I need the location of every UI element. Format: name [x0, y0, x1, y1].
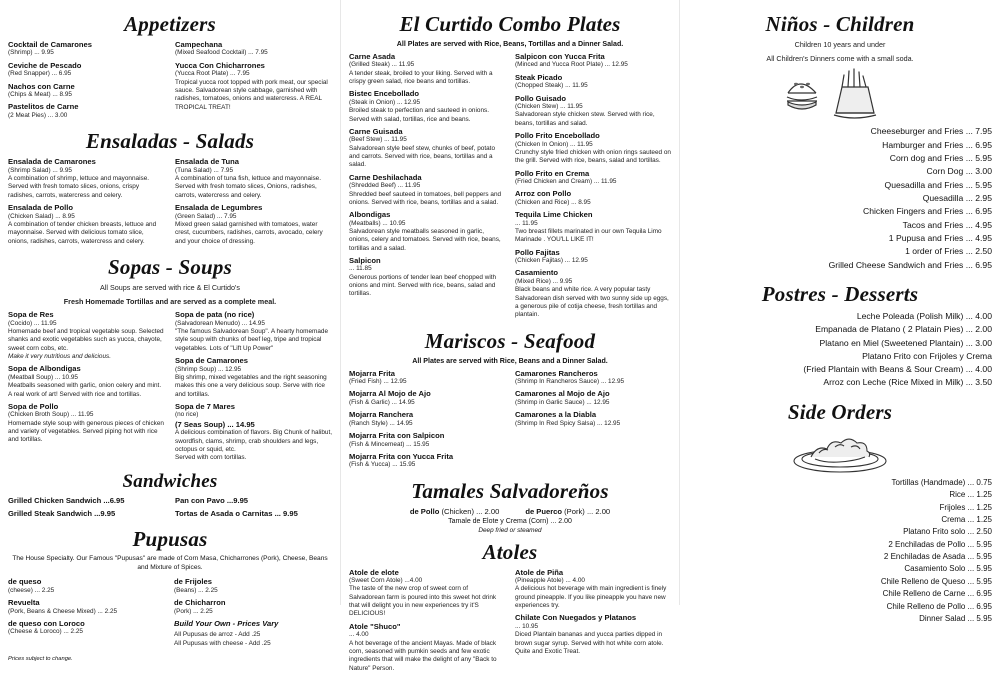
soups-columns: [8, 310, 332, 465]
children-item: Grilled Cheese Sandwich and Fries ... 6.95: [828, 259, 992, 270]
side-item: 2 Enchiladas de Asada ... 5.95: [883, 552, 992, 562]
menu-item: Sopa de Res (Cocido) ... 11.95 Homemade beef and tropical vegetable soup. Selected shanks and exotic vegetables such as yucca, chayote, sweet corn cobs, etc. Make it very nutritious and delicious.: [8, 310, 164, 361]
section-title-sides: Side Orders: [787, 399, 893, 424]
dessert-item: Leche Poleada (Polish Milk) ... 4.00: [856, 310, 992, 321]
menu-item: All Pupusas de arroz - Add .25 All Pupusas with cheese - Add .25: [174, 631, 271, 647]
side-item: Chile Relleno de Carne ... 6.95: [882, 589, 992, 599]
tamales-row: [349, 507, 671, 516]
menu-item: Pollo Guisado (Chicken Stew) ... 11.95 Salvadorean style chicken stew. Served with rice, beans, tortillas and salad.: [515, 93, 655, 127]
salads-left: [8, 157, 165, 249]
section-title-seafood: Mariscos - Seafood: [424, 328, 596, 353]
children-item: Cheeseburger and Fries ... 7.95: [870, 126, 992, 137]
side-item: Casamiento Solo ... 5.95: [904, 564, 992, 574]
appetizers-right: [175, 40, 332, 123]
menu-item: Steak Picado (Chopped Steak) ... 11.95: [515, 72, 588, 90]
children-item: Tacos and Fries ... 4.95: [902, 219, 992, 230]
dessert-item: Platano en Miel (Sweetened Plantain) ... 3.00: [819, 337, 992, 348]
menu-item: Sopa de 7 Mares (no rice) (7 Seas Soup) ... 14.95 A delicious combination of flavors. Big Chunk of halibut, swordfish, clams, shrimp, crab shoulders and legs, octopus or squid, etc. Served with corn tortillas.: [175, 401, 333, 462]
seafood-columns: [349, 369, 671, 473]
atoles-left: [349, 568, 505, 676]
combo-left: [349, 52, 505, 323]
menu-item: Cocktail de Camarones (Shrimp) ... 9.95: [8, 40, 92, 57]
menu-item: Albondigas (Meatballs) ... 10.95 Salvadorean style meatballs seasoned in garlic, onions, celery and tomatoes. Served with rice, beans, tortillas and a salad.: [349, 210, 501, 252]
menu-item: Pollo Frito Encebollado (Chicken In Onion) ... 11.95 Crunchy style fried chicken with onion rings sauteed on the grill. Served with rice, beans, salad and tortillas.: [515, 131, 671, 165]
menu-item: Atole de Piña (Pineapple Atole) ... 4.00 A delicious hot beverage with main ingredient is finely ground pineapple. If you like pineapple you have new experiences try.: [515, 567, 667, 610]
menu-item: Grilled Steak Sandwich ...9.95: [8, 508, 116, 518]
dessert-item: Empanada de Platano ( 2 Platain Pies) ... 2.00: [815, 324, 992, 335]
dessert-item: Platano Frito con Frijoles y Crema: [862, 350, 992, 361]
menu-column-left: [0, 0, 340, 662]
menu-item: Sopa de Camarones (Shrimp Soup) ... 12.95 Big shrimp, mixed vegetables and the right seasoning makes this one a very delicious soup. Serve with rice and tortillas.: [175, 356, 327, 398]
seafood-left: [349, 369, 505, 473]
menu-item: Campechana (Mixed Seafood Cocktail) ... 7.95: [175, 40, 268, 57]
children-note-2: All Children's Dinners come with a small soda.: [766, 53, 914, 63]
section-title-sandwiches: Sandwiches: [122, 471, 218, 493]
side-item: Dinner Salad ... 5.95: [919, 614, 992, 624]
combo-columns: [349, 52, 671, 323]
menu-item: Revuelta (Pork, Beans & Cheese Mixed) ... 2.25: [8, 598, 118, 615]
children-item: Hamburger and Fries ... 6.95: [882, 139, 992, 150]
menu-item: Mojarra Frita con Salpicon (Fish & Mincemeat) ... 15.95: [349, 431, 445, 448]
menu-item: Ceviche de Pescado (Red Snapper) ... 6.95: [8, 60, 82, 78]
pupusas-left: [8, 577, 166, 651]
appetizers-left: [8, 40, 165, 123]
pupusas-intro: The House Specialty. Our Famous "Pupusas" are made of Corn Masa, Chicharrones (Pork), Cheese, Beans and Mixture of Spices.: [12, 555, 328, 572]
tamale-pollo: de Pollo (Chicken) ... 2.00: [409, 506, 500, 516]
seafood-note: All Plates are served with Rice, Beans and a Dinner Salad.: [412, 356, 608, 365]
section-title-appetizers: Appetizers: [124, 12, 216, 36]
atoles-columns: [349, 568, 671, 676]
section-title-tamales: Tamales Salvadoreños: [411, 478, 609, 503]
menu-item: Mojarra Ranchera (Ranch Style) ... 14.95: [349, 410, 414, 427]
salads-right: [175, 157, 332, 249]
menu-item: Atole "Shuco" ... 4.00 A hot beverage of the ancient Mayas. Made of black corn, seasoned with pumkin seeds and few exotic ingredients that will make the delight of any "Back to Nature" Person.: [349, 621, 497, 672]
pupusas-columns: [8, 577, 332, 651]
side-item: Platano Frito solo ... 2.50: [903, 527, 992, 537]
soups-note-2: Fresh Homemade Tortillas and are served as a complete meal.: [63, 296, 277, 306]
atoles-right: [515, 568, 671, 676]
side-item: 2 Enchiladas de Pollo ... 5.95: [888, 539, 992, 549]
sandwiches-columns: [8, 496, 332, 521]
menu-item: Yucca Con Chicharrones (Yucca Root Plate) ... 7.95 Tropical yucca root topped with pork meat, our special sauce. Salvadorean style cabbage, garnished with radishes, tomatoes, onions and watercress. A REAL TROPICAL TREAT!: [175, 60, 328, 111]
menu-item: Arroz con Pollo (Chicken and Rice) ... 8.95: [515, 189, 591, 206]
menu-item: Tequila Lime Chicken ... 11.95 Two breast fillets marinated in our own Tequila Limo Marinade . YOU'LL LIKE IT!: [515, 210, 662, 244]
children-item: Corn dog and Fries ... 5.95: [889, 153, 992, 164]
menu-column-right: [680, 0, 1000, 624]
menu-item: Camarones Rancheros (Shrimp In Rancheros Sauce) ... 12.95: [515, 368, 625, 386]
section-title-desserts: Postres - Desserts: [761, 281, 919, 306]
menu-column-center: [340, 0, 680, 672]
seafood-right: [515, 369, 671, 473]
menu-item: Ensalada de Legumbres (Green Salad) ... 7.95 Mixed green salad garnished with tomatoes, water crest, cucumbers, radishes, carrots, avocado, celery and your choice of dressing.: [175, 203, 323, 245]
side-item: Crema ... 1.25: [941, 514, 992, 524]
combo-note: All Plates are served with Rice, Beans, Tortillas and a Dinner Salad.: [396, 40, 624, 48]
menu-item: Ensalada de Pollo (Chicken Salad) ... 8.95 A combination of tender chicken breasts, lettuce and mayonnaise. Served with delicious tomato slice, onions, radishes, carrots, watercress and celery.: [8, 203, 157, 245]
menu-item: Build Your Own - Prices Vary: [174, 618, 279, 628]
menu-item: Chilate Con Nuegados y Platanos ... 10.95 Diced Plantain bananas and yucca parties dipped in brown sugar syrup. Served with hot white corn atole. Quite and Exotic Treat.: [515, 613, 664, 655]
burger-fries-illustration: [780, 67, 900, 123]
side-item: Chile Relleno de Queso ... 5.95: [880, 576, 992, 586]
salads-columns: [8, 157, 332, 249]
children-item: Quesadilla ... 2.95: [922, 193, 992, 203]
price-disclaimer: Prices subject to change.: [8, 656, 73, 662]
dessert-item: (Fried Plantain with Beans & Sour Cream) ... 4.00: [803, 364, 992, 375]
soups-right: [175, 310, 332, 465]
menu-item: Carne Guisada (Beef Stew) ... 11.95 Salvadorean style beef stew, chunks of beef, potato and carrots. Served with rice, beans, tortillas and a salad.: [349, 126, 496, 169]
side-item: Frijoles ... 1.25: [939, 502, 992, 512]
tamale-puerco: de Puerco (Pork) ... 2.00: [525, 506, 611, 516]
menu-item: Pollo Fajitas (Chicken Fajitas) ... 12.95: [515, 247, 588, 265]
menu-item: Ensalada de Camarones (Shrimp Salad) ... 9.95 A combination of shrimp, lettuce and mayonnaise. Served with fresh tomato slices, onions, crispy radishes, carrots, watercress and celery.: [8, 157, 150, 199]
menu-item: Salpicon con Yucca Frita (Minced and Yucca Root Plate) ... 12.95: [515, 52, 628, 69]
combo-right: [515, 52, 671, 323]
section-title-atoles: Atoles: [482, 539, 538, 564]
soups-note-1: All Soups are served with rice & El Curtido's: [100, 282, 240, 292]
children-item: Corn Dog ... 3.00: [926, 166, 992, 177]
menu-item: Atole de elote (Sweet Corn Atole) ...4.00 The taste of the new crop of sweet corn of Salvadorean farm is poured into this sweet hot drink that will delight you in new experiences try it'S DELICIOUS!: [349, 567, 497, 618]
side-item: Rice ... 1.25: [949, 490, 992, 500]
menu-item: Sopa de pata (no rice) (Salvadorean Menudo) ... 14.95 "The famous Salvadorean Soup". A hearty homemade style soup with chunks of beef leg, tripe and tropical vegetables. Lots of "Lift Up Power": [175, 310, 329, 352]
plate-food-illustration: [785, 429, 895, 475]
children-item: Chicken Fingers and Fries ... 6.95: [863, 206, 992, 217]
soups-left: [8, 310, 165, 465]
menu-item: Mojarra Al Mojo de Ajo (Fish & Garlic) ... 14.95: [349, 389, 431, 406]
menu-item: Casamiento (Mixed Rice) ... 9.95 Black beans and white rice. A very popular tasty Salvadorean dish served with two sunny side up eggs, a generous pile of cotija cheese, fresh tortillas and plantain.: [515, 268, 669, 319]
children-items: [688, 125, 992, 271]
sides-items: [688, 477, 992, 626]
menu-item: Pastelitos de Carne (2 Meat Pies) ... 3.00: [8, 102, 79, 119]
menu-item: Carne Deshilachada (Shredded Beef) ... 11.95 Shredded beef sauteed in tomatoes, bell peppers and onions. Served with rice, beans, tortillas and a salad.: [349, 172, 502, 206]
menu-item: de queso con Loroco (Cheese & Loroco) ... 2.25: [8, 618, 85, 636]
section-title-salads: Ensaladas - Salads: [85, 129, 255, 154]
dessert-item: Arroz con Leche (Rice Mixed in Milk) ... 3.50: [823, 377, 992, 388]
section-title-pupusas: Pupusas: [132, 527, 208, 552]
menu-item: Mojarra Frita con Yucca Frita (Fish & Yucca) ... 15.95: [349, 451, 454, 469]
sandwiches-left: [8, 496, 165, 521]
menu-item: Carne Asada (Grilled Steak) ... 11.95 A tender steak, broiled to your liking. Served with a crispy green salad, rice beans and tortillas.: [349, 52, 493, 86]
menu-item: Sopa de Pollo (Chicken Broth Soup) ... 11.95 Homemade style soup with generous pieces of chicken and variety of vegetables. Served piping hot with rice and tortillas.: [8, 401, 164, 444]
menu-item: Ensalada de Tuna (Tuna Salad) ... 7.95 A combination of tuna fish, lettuce and mayonnaise. Served with fresh tomato slices, Onions, radishes, carrots, watercress and celery.: [175, 157, 322, 199]
children-item: 1 order of Fries ... 2.50: [905, 246, 992, 257]
menu-item: Bistec Encebollado (Steak in Onion) ... 12.95 Broiled steak to perfection and sauteed in onions. Served with salad, tortillas, rice and beans.: [349, 89, 489, 123]
section-title-combo: El Curtido Combo Plates: [399, 12, 621, 36]
section-title-children: Niños - Children: [765, 12, 915, 36]
menu-item: de Chicharron (Pork) ... 2.25: [174, 598, 226, 615]
sandwiches-right: [175, 496, 332, 521]
children-note-1: Children 10 years and under: [794, 40, 886, 49]
side-item: Chile Relleno de Pollo ... 6.95: [886, 601, 992, 611]
menu-item: Grilled Chicken Sandwich ...6.95: [8, 496, 125, 506]
menu-item: Camarones a la Diabla (Shrimp In Red Spicy Salsa) ... 12.95: [515, 410, 621, 427]
menu-item: Mojarra Frita (Fried Fish) ... 12.95: [349, 368, 407, 386]
pupusas-right: [174, 577, 332, 651]
menu-item: de queso (cheese) ... 2.25: [8, 577, 55, 594]
menu-item: Camarones al Mojo de Ajo (Shrimp in Garlic Sauce) ... 12.95: [515, 389, 610, 406]
menu-item: Tortas de Asada o Carnitas ... 9.95: [175, 508, 298, 518]
menu-item: Nachos con Carne (Chips & Meat) ... 8.95: [8, 81, 75, 99]
menu-item: Pollo Frito en Crema (Fried Chicken and Cream) ... 11.95: [515, 168, 617, 186]
children-item: Quesadilla and Fries ... 5.95: [884, 179, 992, 190]
appetizers-columns: [8, 40, 332, 123]
desserts-items: [688, 310, 992, 390]
tamales-note: Deep fried or steamed: [478, 526, 542, 534]
menu-item: Sopa de Albondigas (Meatball Soup) ... 10.95 Meatballs seasoned with garlic, onion celery and mint. A real work of art! Served with rice and tortillas.: [8, 364, 162, 398]
children-item: 1 Pupusa and Fries ... 4.95: [888, 232, 992, 243]
side-item: Tortillas (Handmade) ... 0.75: [891, 477, 992, 487]
menu-item: Pan con Pavo ...9.95: [175, 496, 249, 506]
section-title-soups: Sopas - Soups: [108, 254, 232, 279]
tamale-elote: Tamale de Elote y Crema (Corn) ... 2.00: [448, 517, 572, 525]
menu-item: Salpicon ... 11.85 Generous portions of tender lean beef chopped with onions and mint. Served with rice, beans, salad and tortillas.: [349, 256, 497, 298]
menu-item: de Frijoles (Beans) ... 2.25: [174, 577, 218, 594]
